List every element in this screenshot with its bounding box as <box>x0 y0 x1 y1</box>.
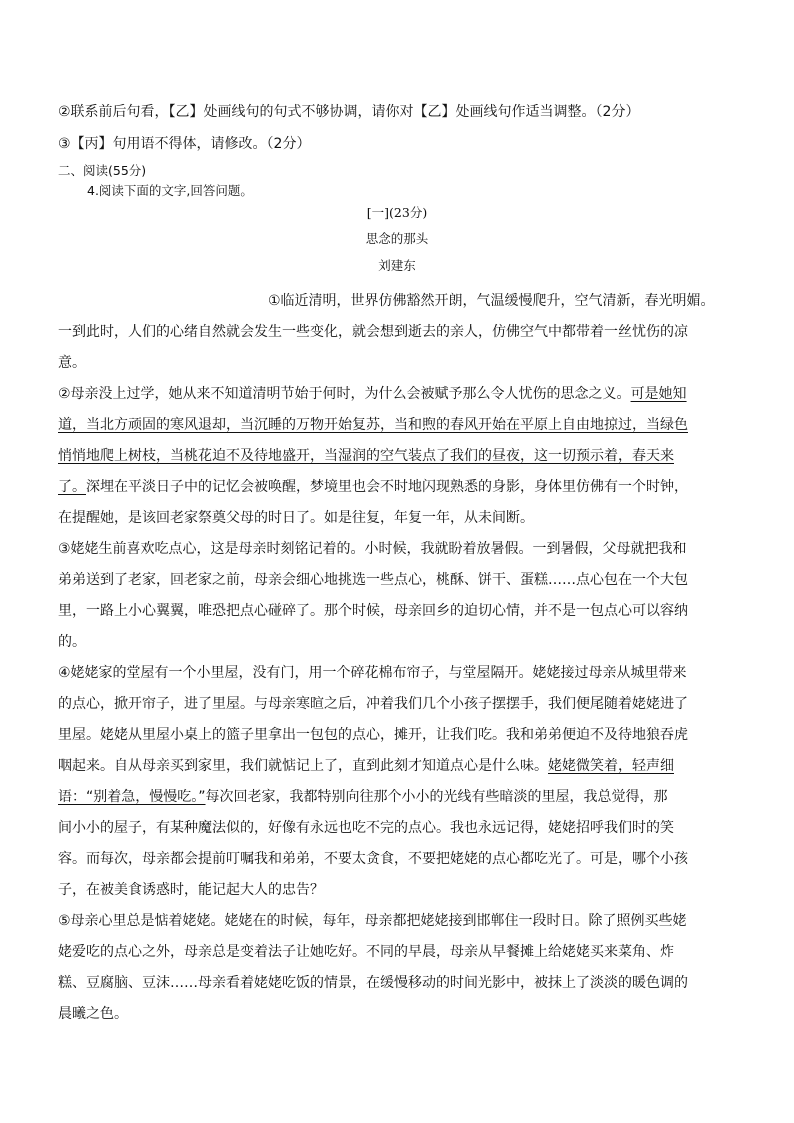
paragraph-line: 容。而每次，母亲都会提前叮嘱我和弟弟，不要太贪食，不要把姥姥的点心都吃光了。可是，哪个小孩 <box>58 851 688 867</box>
paragraph-text: 每次回老家，我都特别向往那个小小的光线有些暗淡的里屋，我总觉得，那 <box>205 789 668 805</box>
paragraph-line: 弟弟送到了老家，回老家之前，母亲会细心地挑选一些点心，桃酥、饼干、蛋糕……点心包在一个大包 <box>58 572 688 588</box>
paragraph-line: 里，一路上小心翼翼，唯恐把点心碰碎了。那个时候，母亲回乡的迫切心情，并不是一包点心可以容纳 <box>58 603 688 619</box>
question-3: ③【丙】句用语不得体，请修改。（2分） <box>58 136 311 152</box>
paragraph-line: ④姥姥家的堂屋有一个小里屋，没有门，用一个碎花棉布帘子，与堂屋隔开。姥姥接过母亲从城里带来 <box>58 665 687 681</box>
article-title: 思念的那头 <box>365 231 429 246</box>
paragraph-line <box>58 758 674 774</box>
paragraph-line <box>58 789 668 805</box>
underlined-sentence: 了。 <box>58 479 86 495</box>
paragraph-line: 晨曦之色。 <box>58 1006 128 1022</box>
article-author: 刘建东 <box>378 258 416 273</box>
paragraph-line <box>58 386 687 402</box>
paragraph-line: 一到此时，人们的心绪自然就会发生一些变化，就会想到逝去的亲人，仿佛空气中都带着一丝忧伤的凉 <box>58 324 688 340</box>
reading-instruction: 4.阅读下面的文字,回答问题。 <box>87 183 253 198</box>
paragraph-line: 在提醒她，是该回老家祭奠父母的时日了。如是往复，年复一年，从未间断。 <box>58 510 534 526</box>
paragraph-line <box>58 479 688 495</box>
underlined-sentence: 姥姥微笑着，轻声细 <box>548 758 674 774</box>
paragraph-line: ⑤母亲心里总是惦着姥姥。姥姥在的时候，每年，母亲都把姥姥接到邯郸住一段时日。除了照例买些姥 <box>58 913 687 929</box>
paragraph-line: ③姥姥生前喜欢吃点心，这是母亲时刻铭记着的。小时候，我就盼着放暑假。一到暑假，父母就把我和 <box>58 541 687 557</box>
underlined-line: 悄悄地爬上树枝，当桃花迫不及待地盛开，当湿润的空气装点了我们的昼夜，这一切预示着，春天来 <box>58 448 674 464</box>
paragraph-line: 里屋。姥姥从里屋小桌上的篮子里拿出一包包的点心，摊开，让我们吃。我和弟弟便迫不及待地狼吞虎 <box>58 727 688 743</box>
underlined-sentence: 语：“别着急，慢慢吃。” <box>58 789 206 805</box>
underlined-sentence: 可是她知 <box>630 386 687 402</box>
paragraph-line: 的点心，掀开帘子，进了里屋。与母亲寒暄之后，冲着我们几个小孩子摆摆手，我们便尾随着姥姥进了 <box>58 696 688 712</box>
paragraph-line: 间小小的屋子，有某种魔法似的，好像有永远也吃不完的点心。我也永远记得，姥姥招呼我们时的笑 <box>58 820 674 836</box>
paragraph-line: 的。 <box>58 634 86 650</box>
paragraph-line: 糕、豆腐脑、豆沫……母亲看着姥姥吃饭的情景，在缓慢移动的时间光影中，被抹上了淡淡的暖色调的 <box>58 975 688 991</box>
paragraph-line: 意。 <box>58 355 86 371</box>
paragraph-text: 深埋在平淡日子中的记忆会被唤醒，梦境里也会不时地闪现熟悉的身影，身体里仿佛有一个时钟， <box>86 479 688 495</box>
paragraph-line: 子，在被美食诱惑时，能记起大人的忠告？ <box>58 882 324 898</box>
paragraph-text: ②母亲没上过学，她从来不知道清明节始于何时，为什么会被赋予那么令人忧伤的思念之义。 <box>58 386 631 402</box>
underlined-line: 道，当北方顽固的寒风退却，当沉睡的万物开始复苏，当和煦的春风开始在平原上自由地掠过，当绿色 <box>58 417 688 433</box>
paragraph-line: 姥爱吃的点心之外，母亲总是变着法子让她吃好。不同的早晨，母亲从早餐摊上给姥姥买来菜角、炸 <box>58 944 674 960</box>
question-2: ②联系前后句看，【乙】处画线句的句式不够协调，请你对【乙】处画线句作适当调整。（2分） <box>58 104 640 120</box>
paragraph-line: ①临近清明，世界仿佛豁然开朗，气温缓慢爬升，空气清新，春光明媚。 <box>268 293 715 309</box>
part-label: [一](23分) <box>366 205 428 220</box>
section-heading: 二、阅读(55分) <box>58 163 147 178</box>
paragraph-text: 咽起来。自从母亲买到家里，我们就惦记上了，直到此刻才知道点心是什么味。 <box>58 758 548 774</box>
